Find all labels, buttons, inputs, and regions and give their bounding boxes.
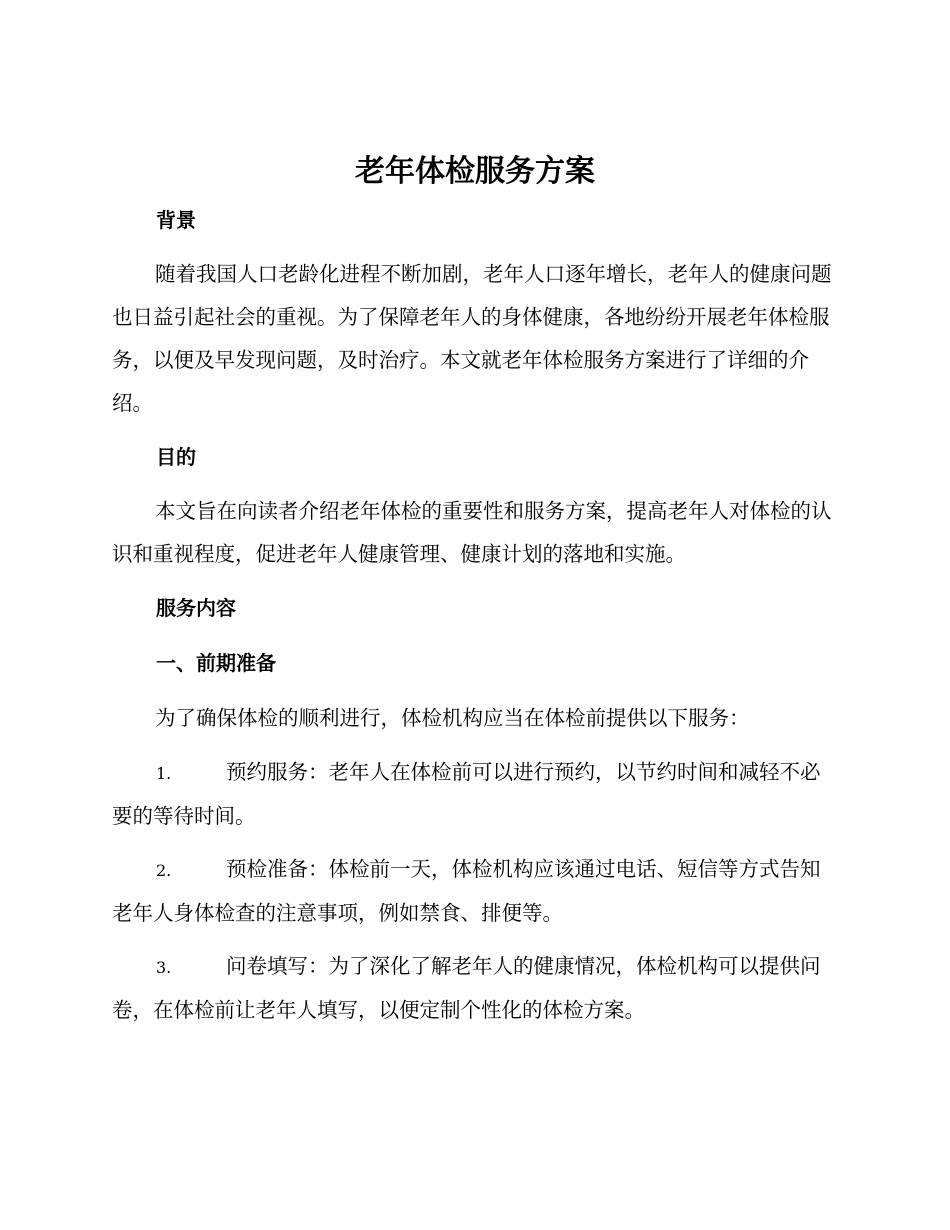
list-item-number: 3.	[156, 958, 172, 977]
section-heading-services: 服务内容	[156, 596, 236, 620]
section-heading-purpose: 目的	[156, 445, 196, 469]
paragraph-preparation-intro: 为了确保体检的顺利进行，体检机构应当在体检前提供以下服务：	[155, 706, 750, 730]
list-item	[112, 751, 834, 838]
list-item-text: 预检准备：体检前一天，体检机构应该通过电话、短信等方式告知老年人身体检查的注意事项，例如禁食、排便等。	[112, 857, 821, 925]
list-item	[112, 848, 834, 935]
list-item-text: 问卷填写：为了深化了解老年人的健康情况，体检机构可以提供问卷，在体检前让老年人填写，以便定制个性化的体检方案。	[112, 954, 821, 1022]
paragraph-background: 随着我国人口老龄化进程不断加剧，老年人口逐年增长，老年人的健康问题也日益引起社会的重视。为了保障老年人的身体健康，各地纷纷开展老年体检服务，以便及早发现问题，及时治疗。本文就老年体检服务方案进行了详细的介绍。	[112, 262, 832, 415]
subsection-heading-preparation: 一、前期准备	[156, 651, 276, 675]
list-item-number: 2.	[156, 861, 172, 880]
section-heading-background: 背景	[156, 208, 196, 232]
list-item-text: 预约服务：老年人在体检前可以进行预约，以节约时间和减轻不必要的等待时间。	[112, 760, 821, 828]
document-title: 老年体检服务方案	[355, 154, 595, 189]
list-item-number: 1.	[156, 764, 172, 783]
paragraph-purpose: 本文旨在向读者介绍老年体检的重要性和服务方案，提高老年人对体检的认识和重视程度，促进老年人健康管理、健康计划的落地和实施。	[112, 499, 832, 566]
list-item	[112, 945, 834, 1032]
